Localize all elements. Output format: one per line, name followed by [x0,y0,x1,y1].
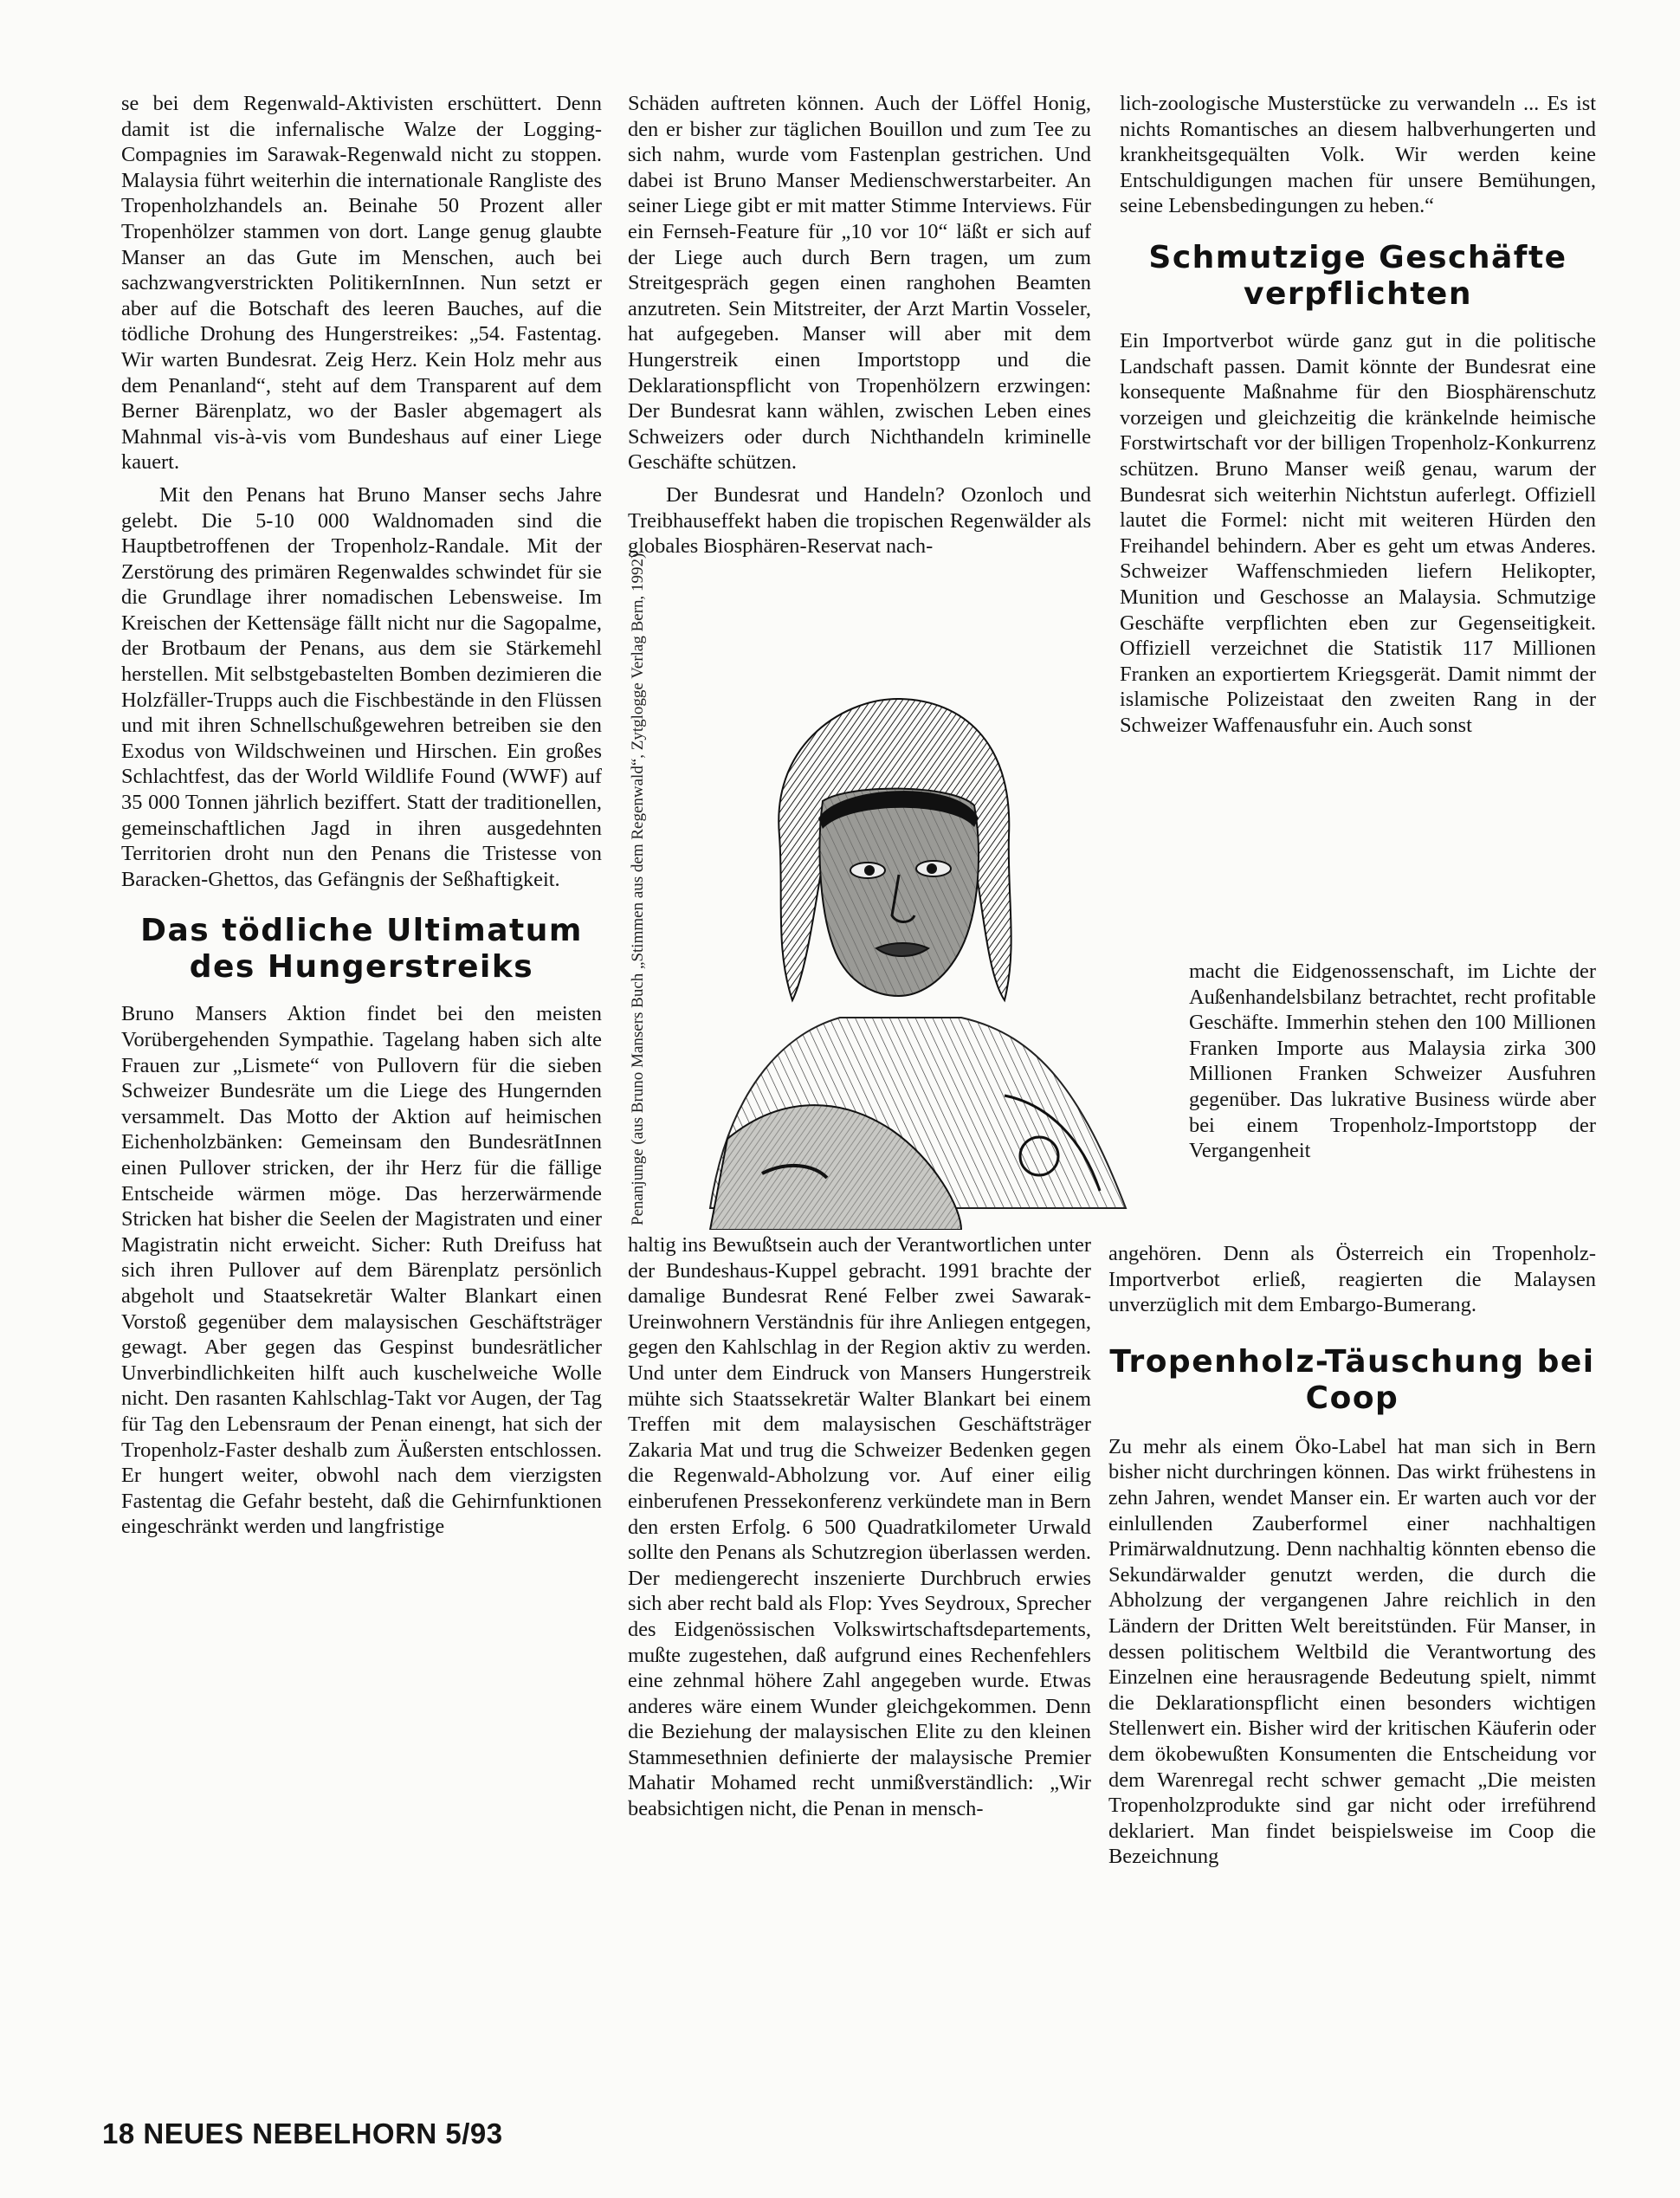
col3-paragraph-3: Zu mehr als einem Öko-Label hat man sich in Bern bisher nicht durchringen können. Das wirkt frühestens in zehn Jahren, wendet Manser ein. Er warten auch vor der einlullenden Zauberformel einer nachhaltigen Primärwaldnutzung. Denn nachhaltig könnten ebenso die Sekundärwalder genutzt werden, die durch die Abholzung der vergangenen Jahre reichlich in den Ländern der Dritten Welt bereitstünden. Für Manser, in dessen politischem Weltbild die Verantwortung des Einzelnen eine herausragende Bedeutung spielt, nimmt die Deklarationspflicht einen besonders wichtigen Stellenwert ein. Bisher wird der kritischen Käuferin oder dem ökobewußten Konsumenten die Entscheidung vor dem Warenregal recht schwer gemacht „Die meisten Tropenholzprodukte sind gar nicht oder irreführend deklariert. Man findet beispielsweise im Coop die Bezeichnung [1108,1434,1596,1869]
col1-paragraph-3: Bruno Mansers Aktion findet bei den meisten Vorübergehenden Sympathie. Tagelang haben sich alte Frauen zur „Lismete“ von Pullovern für die sieben Schweizer Bundesräte um die Liege des Hungernden versammelt. Das Motto der Aktion auf heimischen Eichenholzbänken: Gemeinsam den BundesrätInnen einen Pullover stricken, der ihr Herz für die fällige Entscheide wärmen möge. Das herzerwärmende Stricken hat bisher die Seelen der Magistraten und einer Magistratin nicht erweicht. Sicher: Ruth Dreifuss hat sich ihren Pullover auf dem Bärenplatz persönlich abgeholt und Staatsekretär Walter Blankart einen Vorstoß gegenüber dem malaysischen Geschäftsträger gewagt. Aber gegen das Gespinst bundesrätlicher Unverbindlichkeiten hilft auch kuschelweiche Wolle nicht. Den rasanten Kahlschlag-Takt vor Augen, der Tag für Tag den Lebensraum der Penan einengt, hat sich der Tropenholz-Faster deshalb zum Äußersten entschlossen. Er hungert weiter, obwohl nach dem vierzigsten Fastentag die Gefahr besteht, daß die Gehirnfunktionen eingeschränkt werden und langfristige [121,1002,602,1539]
penan-boy-illustration [628,553,1165,1230]
col2-paragraph-3: haltig ins Bewußtsein auch der Verantwortlichen unter der Bundeshaus-Kuppel gebracht. 1991 brachte der damalige Bundesrat René Felber zwei Sawarak-Ureinwohnern Verständnis für ihre Anliegen entgegen, gegen den Kahlschlag in der Region aktiv zu werden. Und unter dem Eindruck von Mansers Hungerstreik mühte sich Staatssekretär Walter Blankart bei einem Treffen mit dem malaysischen Geschäftsträger Zakaria Mat und trug die Schweizer Bedenken gegen die Regenwald-Abholzung vor. Auf einer eilig einberufenen Pressekonferenz verkündete man in Bern den ersten Erfolg. 6 500 Quadratkilometer Urwald sollte den Penans als Schutzregion überlassen werden. Der mediengerecht inszenierte Durchbruch erwies sich aber recht bald als Flop: Yves Seydroux, Sprecher des Eidgenössischen Volkswirtschaftsdepartements, mußte zugestehen, daß aufgrund eines Rechenfehlers eine zehnmal höhere Zahl angegeben wurde. Etwas anderes wäre einem Wunder gleichgekommen. Denn die Beziehung der malaysischen Elite zu den kleinen Stammesethnien definierte der malaysische Premier Mahatir Mohamed recht unmißverständlich: „Wir beabsichtigen nicht, die Penan in mensch- [628,1233,1091,1821]
column-1 [121,91,602,1540]
col1-paragraph-2: Mit den Penans hat Bruno Manser sechs Jahre gelebt. Die 5-10 000 Waldnomaden sind die Hauptbetroffenen der Tropenholz-Randale. Mit der Zerstörung des primären Regenwaldes schwindet für sie die Grundlage ihrer nomadischen Lebensweise. Im Kreischen der Kettensäge fällt nicht nur die Sagopalme, der Brotbaum der Penans, aus dem sie Stärkemehl herstellen. Mit selbstgebastelten Bomben dezimieren die Holzfäller-Trupps auch die Fischbestände in den Flüssen und mit ihren Schnellschußgewehren betreiben sie den Exodus von Wildschweinen und Hirschen. Ein großes Schlachtfest, das der World Wildlife Found (WWF) auf 35 000 Tonnen jährlich beziffert. Statt der traditionellen, gemeinschaftlichen Jagd in ihren ausgedehnten Territorien droht nun den Penans die Tristesse von Baracken-Ghettos, das Gefängnis der Seßhaftigkeit. [121,482,602,891]
col2-paragraph-1: Schäden auftreten können. Auch der Löffel Honig, den er bisher zur täglichen Bouillon und zum Tee zu sich nahm, wurde vom Fastenplan gestrichen. Und dabei ist Bruno Manser Medienschwerstarbeiter. An seiner Liege gibt er mit matter Stimme Interviews. Für ein Fernseh-Feature für „10 vor 10“ läßt er sich auf der Liege auch durch Bern tragen, um zum Streitgespräch gegen einen ranghohen Beamten anzutreten. Sein Mitstreiter, der Arzt Martin Vosseler, hat aufgegeben. Manser will aber mit dem Hungerstreik einen Importstopp und die Deklarationspflicht von Tropenhölzern erzwingen: Der Bundesrat kann wählen, zwischen Leben eines Schweizers oder durch Nichthandeln kriminelle Geschäfte schützen. [628,92,1091,475]
col3-paragraph-2b: macht die Eidgenossenschaft, im Lichte der Außenhandelsbilanz betrachtet, recht profitable Geschäfte. Immerhin stehen den 100 Millionen Franken Importe aus Malaysia zirka 300 Millionen Franken Schweizer Ausfuhren gegenüber. Das lukrative Business würde aber bei einem Tropenholz-Importstopp der Vergangenheit [1189,960,1596,1163]
col2-paragraph-2: Der Bundesrat und Handeln? Ozonloch und Treibhauseffekt haben die tropischen Regenwälder als globales Biosphären-Reservat nach- [628,482,1091,559]
column-3 [1120,91,1596,738]
col1-paragraph-1: se bei dem Regenwald-Aktivisten erschüttert. Denn damit ist die infernalische Walze der Logging-Compagnies im Sarawak-Regenwald nicht zu stoppen. Malaysia führt weiterhin die internationale Rangliste des Tropenholzhandels an. Beinahe 50 Prozent aller Tropenhölzer stammen von dort. Lange genug glaubte Manser an das Gute im Menschen, auch bei sachzwangverstrickten PolitikernInnen. Nun setzt er aber auf die Botschaft des leeren Bauches, auf die tödliche Drohung des Hungerstreikes: „54. Fastentag. Wir warten Bundesrat. Zeig Herz. Kein Holz mehr aus dem Penanland“, steht auf dem Transparent auf dem Berner Bärenplatz, wo der Basler abgemagert als Mahnmal vis-à-vis vom Bundeshaus auf einer Liege kauert. [121,92,602,475]
column-2-continued [628,1232,1091,1822]
portrait-drawing [675,688,1160,1230]
col3-paragraph-1: lich-zoologische Musterstücke zu verwandeln ... Es ist nichts Romantisches an diesem halbverhungerten und krankheitsgequälten Volk. Wir werden keine Entschuldigungen machen für unsere Bemühungen, seine Lebensbedingungen zu heben.“ [1120,92,1596,218]
figure-caption: Penanjunge (aus Bruno Mansers Buch „Stimmen aus dem Regenwald“, Zytglogge Verlag Bern, 1992) [629,553,647,1225]
col3-paragraph-2c: angehören. Denn als Österreich ein Tropenholz-Importverbot erließ, reagierten die Malaysen unverzüglich mit dem Embargo-Bumerang. [1108,1242,1596,1317]
headline-tropenholz-taeuschung: Tropenholz-Täuschung bei Coop [1109,1343,1595,1416]
headline-ultimatum: Das tödliche Ultimatum des Hungerstreiks [140,913,583,986]
col3-paragraph-2: Ein Importverbot würde ganz gut in die politische Landschaft passen. Damit könnte der Bundesrat eine konsequente Maßnahme für den Biosphärenschutz vorzeigen und gleichzeitig die kränkelnde heimische Forstwirtschaft vor der billigen Tropenholz-Konkurrenz schützen. Bruno Manser weiß genau, warum der Bundesrat sich weiterhin Nichtstun auferlegt. Offiziell lautet die Formel: nicht mit weiteren Hürden den Freihandel behindern. Aber es geht um etwas Anderes. Schweizer Waffenschmieden liefern Helikopter, Munition und Geschosse an Malaysia. Schmutzige Geschäfte verpflichten eben zur Gegenseitigkeit. Offiziell verzeichnet die Statistik 117 Millionen Franken an exportiertem Kriegsgerät. Damit nimmt der islamische Polizeistaat den zweiten Rang in der Schweizer Waffenausfuhr ein. Auch sonst [1120,328,1596,737]
column-2 [628,91,1091,559]
page-footer: 18 NEUES NEBELHORN 5/93 [102,2117,503,2150]
col3-wrap-b [1108,1241,1596,1870]
col3-wrap-a [1189,959,1596,1164]
headline-schmutzige-geschaefte: Schmutzige Geschäfte verpflichten [1148,239,1567,312]
